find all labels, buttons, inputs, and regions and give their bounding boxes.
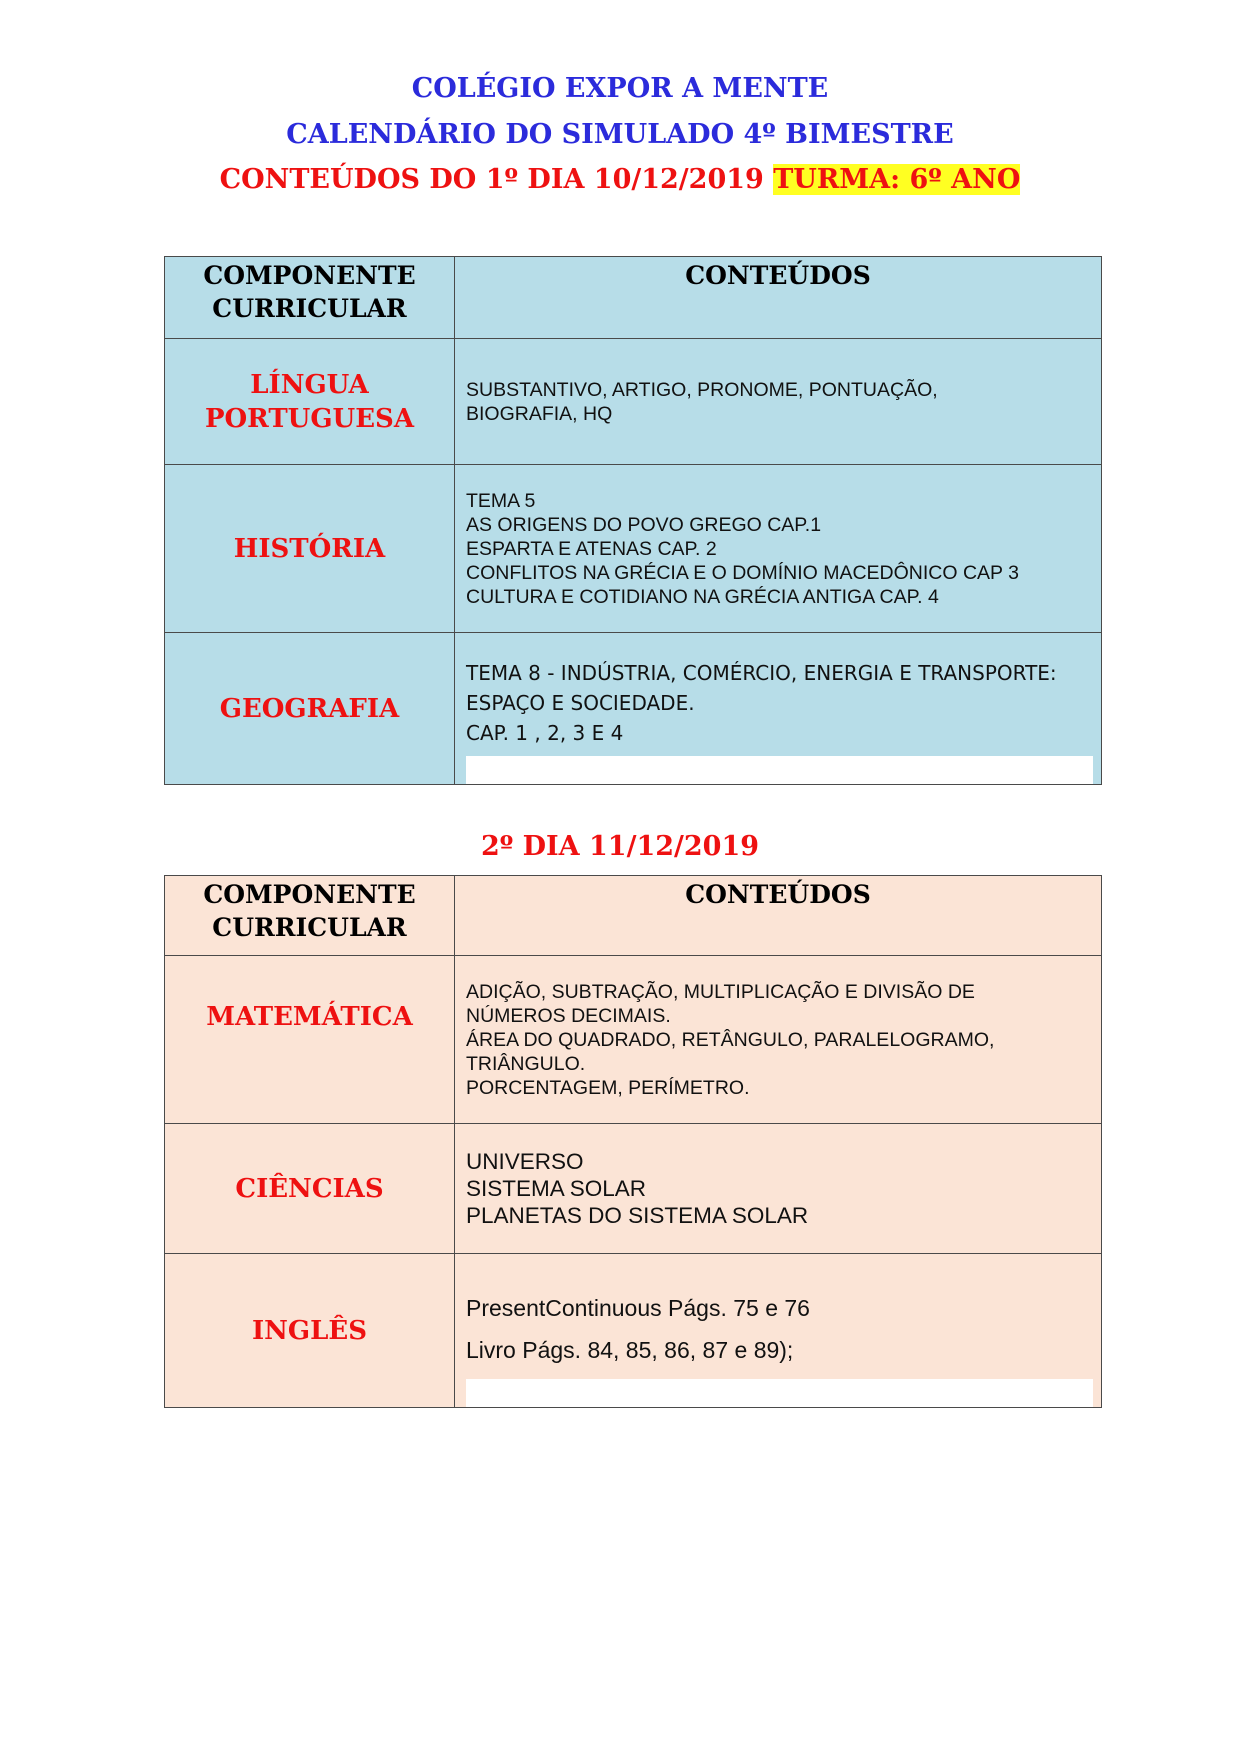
blank-field: [466, 756, 1093, 784]
content-line: TEMA 8 - INDÚSTRIA, COMÉRCIO, ENERGIA E TRANSPORTE:: [466, 661, 1057, 685]
day1-heading: [0, 163, 1240, 197]
content-ciencias: [455, 1124, 1102, 1254]
school-name: COLÉGIO EXPOR A MENTE: [411, 73, 829, 104]
table-row: [165, 339, 1102, 465]
component-header: [165, 876, 455, 956]
blank-field: [466, 1379, 1093, 1407]
day2-heading: 2º DIA 11/12/2019: [480, 831, 760, 862]
subject-geografia: [165, 633, 455, 785]
table-row: [165, 956, 1102, 1124]
subject-line: MATEMÁTICA: [206, 1002, 413, 1032]
table-row: [165, 465, 1102, 633]
content-line: TEMA 5: [466, 489, 536, 512]
content-line: Livro Págs. 84, 85, 86, 87 e 89);: [466, 1337, 794, 1363]
table-header-row: [165, 257, 1102, 339]
component-header-line-1: COMPONENTE: [203, 261, 416, 290]
subject-line: CIÊNCIAS: [235, 1173, 384, 1204]
calendar-title: CALENDÁRIO DO SIMULADO 4º BIMESTRE: [286, 119, 954, 150]
content-matematica: [455, 956, 1102, 1124]
table-row: [165, 633, 1102, 785]
content-line: TRIÂNGULO.: [466, 1052, 586, 1075]
table-header-row: [165, 876, 1102, 956]
subject-line: PORTUGUESA: [204, 403, 414, 434]
content-ingles: [455, 1254, 1102, 1408]
content-line: ESPARTA E ATENAS CAP. 2: [466, 537, 717, 560]
component-header: [165, 257, 455, 339]
content-historia: [455, 465, 1102, 633]
content-line: CULTURA E COTIDIANO NA GRÉCIA ANTIGA CAP. 4: [466, 585, 939, 608]
content-line: ÁREA DO QUADRADO, RETÂNGULO, PARALELOGRAMO,: [466, 1028, 995, 1051]
content-lingua-portuguesa: [455, 339, 1102, 465]
content-line: PLANETAS DO SISTEMA SOLAR: [466, 1203, 809, 1228]
content-line: SISTEMA SOLAR: [466, 1176, 647, 1201]
subject-lingua-portuguesa: [165, 339, 455, 465]
content-line: BIOGRAFIA, HQ: [466, 402, 613, 425]
content-line: AS ORIGENS DO POVO GREGO CAP.1: [466, 513, 822, 536]
table-row: [165, 1254, 1102, 1408]
subject-line: INGLÊS: [251, 1315, 367, 1346]
content-line: ESPAÇO E SOCIEDADE.: [466, 691, 695, 715]
content-line: ADIÇÃO, SUBTRAÇÃO, MULTIPLICAÇÃO E DIVISÃO DE: [466, 980, 975, 1003]
subject-line: GEOGRAFIA: [219, 693, 400, 724]
turma-label: TURMA: 6º ANO: [773, 164, 1021, 195]
subject-matematica: [165, 956, 455, 1124]
contents-header: CONTEÚDOS: [455, 876, 1102, 956]
component-header-line-2: CURRICULAR: [212, 294, 407, 323]
day1-table: [164, 256, 1102, 785]
content-line: PORCENTAGEM, PERÍMETRO.: [466, 1076, 750, 1099]
day1-date-label: CONTEÚDOS DO 1º DIA 10/12/2019: [219, 164, 764, 195]
subject-ingles: [165, 1254, 455, 1408]
content-line: CAP. 1 , 2, 3 E 4: [466, 721, 624, 745]
content-line: UNIVERSO: [466, 1149, 584, 1174]
subject-line: LÍNGUA: [250, 369, 369, 400]
content-line: SUBSTANTIVO, ARTIGO, PRONOME, PONTUAÇÃO,: [466, 378, 938, 401]
day2-table: [164, 875, 1102, 1408]
table-row: [165, 1124, 1102, 1254]
contents-header: CONTEÚDOS: [455, 257, 1102, 339]
subject-historia: [165, 465, 455, 633]
component-header-line-2: CURRICULAR: [212, 913, 407, 942]
content-line: NÚMEROS DECIMAIS.: [466, 1004, 671, 1027]
content-geografia: [455, 633, 1102, 785]
subject-line: HISTÓRIA: [233, 533, 386, 564]
component-header-line-1: COMPONENTE: [203, 880, 416, 909]
content-line: CONFLITOS NA GRÉCIA E O DOMÍNIO MACEDÔNICO CAP 3: [466, 561, 1019, 584]
subject-ciencias: [165, 1124, 455, 1254]
content-line: PresentContinuous Págs. 75 e 76: [466, 1295, 810, 1321]
